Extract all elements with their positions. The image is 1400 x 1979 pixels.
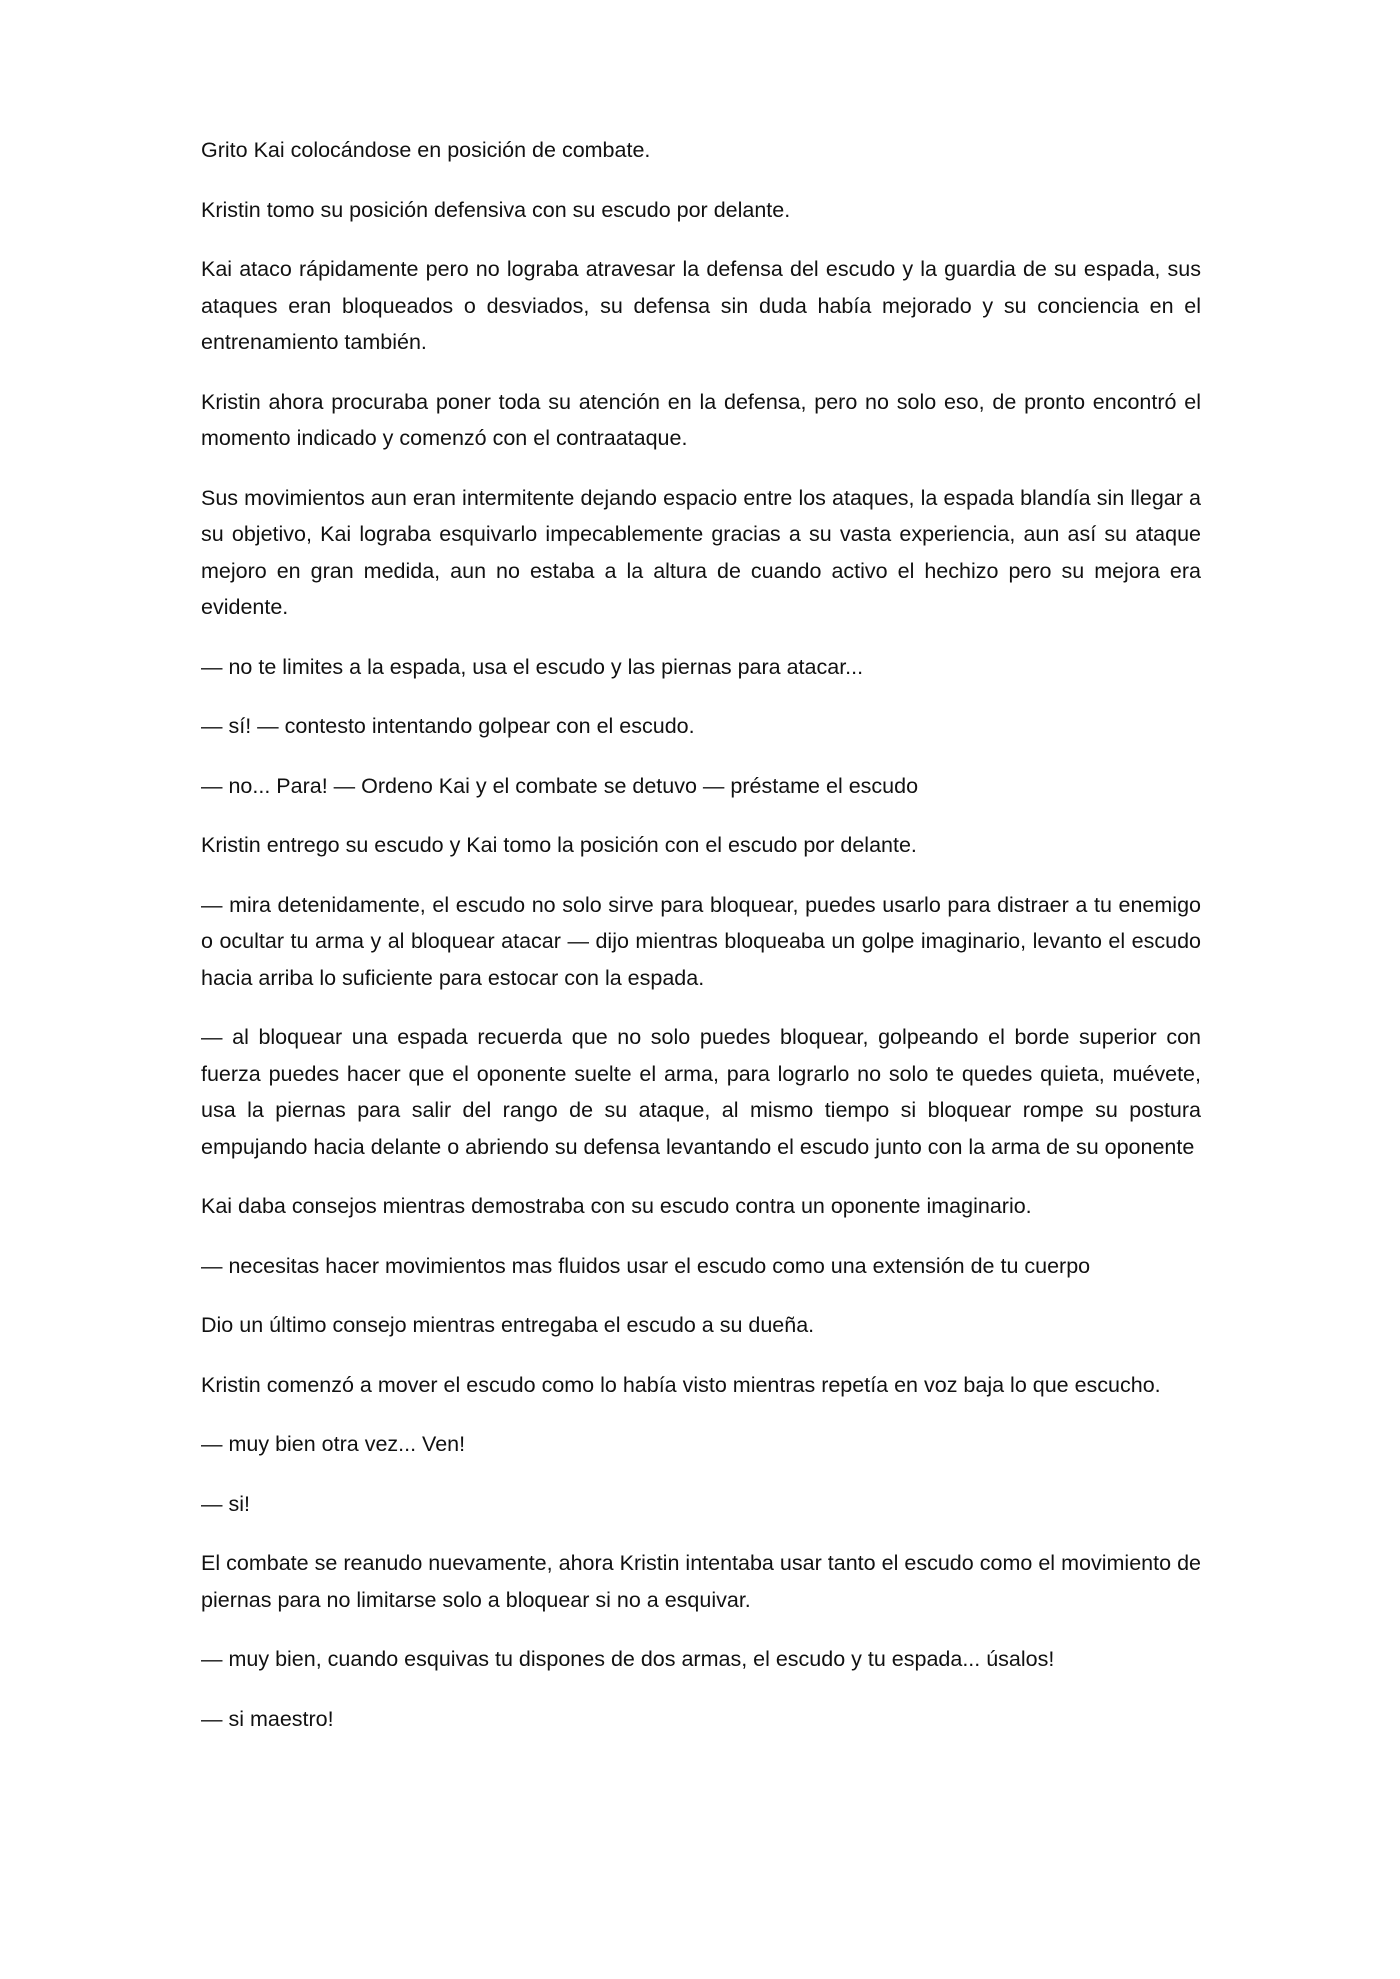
paragraph: Kristin comenzó a mover el escudo como lo había visto mientras repetía en voz baja lo que escucho. (201, 1372, 1161, 1397)
paragraph: Kristin tomo su posición defensiva con su escudo por delante. (201, 197, 791, 222)
dialogue-line: — no... Para! — Ordeno Kai y el combate se detuvo — préstame el escudo (201, 773, 919, 798)
dialogue-line: — si maestro! (201, 1706, 334, 1731)
dialogue-line: — muy bien otra vez... Ven! (201, 1432, 466, 1456)
dialogue-line: — si! (201, 1491, 250, 1516)
dialogue-line: — mira detenidamente, el escudo no solo sirve para bloquear, puedes usarlo para distraer a tu enemigo o ocultar tu arma y al bloquear atacar — dijo mientras bloqueaba un golpe imaginario, levanto el escudo hacia arriba lo suficiente para estocar con la espada. (201, 892, 1201, 990)
dialogue-line: — sí! — contesto intentando golpear con el escudo. (201, 714, 695, 738)
dialogue-line: — necesitas hacer movimientos mas fluidos usar el escudo como una extensión de tu cuerpo (201, 1253, 1091, 1278)
paragraph: Dio un último consejo mientras entregaba el escudo a su dueña. (201, 1313, 815, 1337)
paragraph: Kristin ahora procuraba poner toda su atención en la defensa, pero no solo eso, de pronto encontró el momento indicado y comenzó con el contraataque. (201, 389, 1201, 450)
paragraph: Kristin entrego su escudo y Kai tomo la posición con el escudo por delante. (201, 833, 917, 857)
document-body (201, 132, 1201, 1760)
paragraph: Grito Kai colocándose en posición de combate. (201, 138, 651, 162)
dialogue-line: — muy bien, cuando esquivas tu dispones de dos armas, el escudo y tu espada... úsalos! (201, 1647, 1055, 1671)
paragraph: Kai ataco rápidamente pero no lograba atravesar la defensa del escudo y la guardia de su espada, sus ataques eran bloqueados o desviados, su defensa sin duda había mejorado y su conciencia en el entrenamiento también. (201, 257, 1201, 354)
paragraph: El combate se reanudo nuevamente, ahora Kristin intentaba usar tanto el escudo como el movimiento de piernas para no limitarse solo a bloquear si no a esquivar. (201, 1551, 1201, 1612)
dialogue-line: — no te limites a la espada, usa el escudo y las piernas para atacar... (201, 654, 864, 679)
paragraph: Sus movimientos aun eran intermitente dejando espacio entre los ataques, la espada blandía sin llegar a su objetivo, Kai lograba esquivarlo impecablemente gracias a su vasta experiencia, aun así su ataque mejoro en gran medida, aun no estaba a la altura de cuando activo el hechizo pero su mejora era evidente. (201, 485, 1201, 619)
paragraph: Kai daba consejos mientras demostraba con su escudo contra un oponente imaginario. (201, 1194, 1032, 1218)
dialogue-line: — al bloquear una espada recuerda que no solo puedes bloquear, golpeando el borde superior con fuerza puedes hacer que el oponente suelte el arma, para lograrlo no solo te quedes quieta, muévete, usa la piernas para salir del rango de su ataque, al mismo tiempo si bloquear rompe su postura empujando hacia delante o abriendo su defensa levantando el escudo junto con la arma de su oponente (201, 1025, 1201, 1159)
